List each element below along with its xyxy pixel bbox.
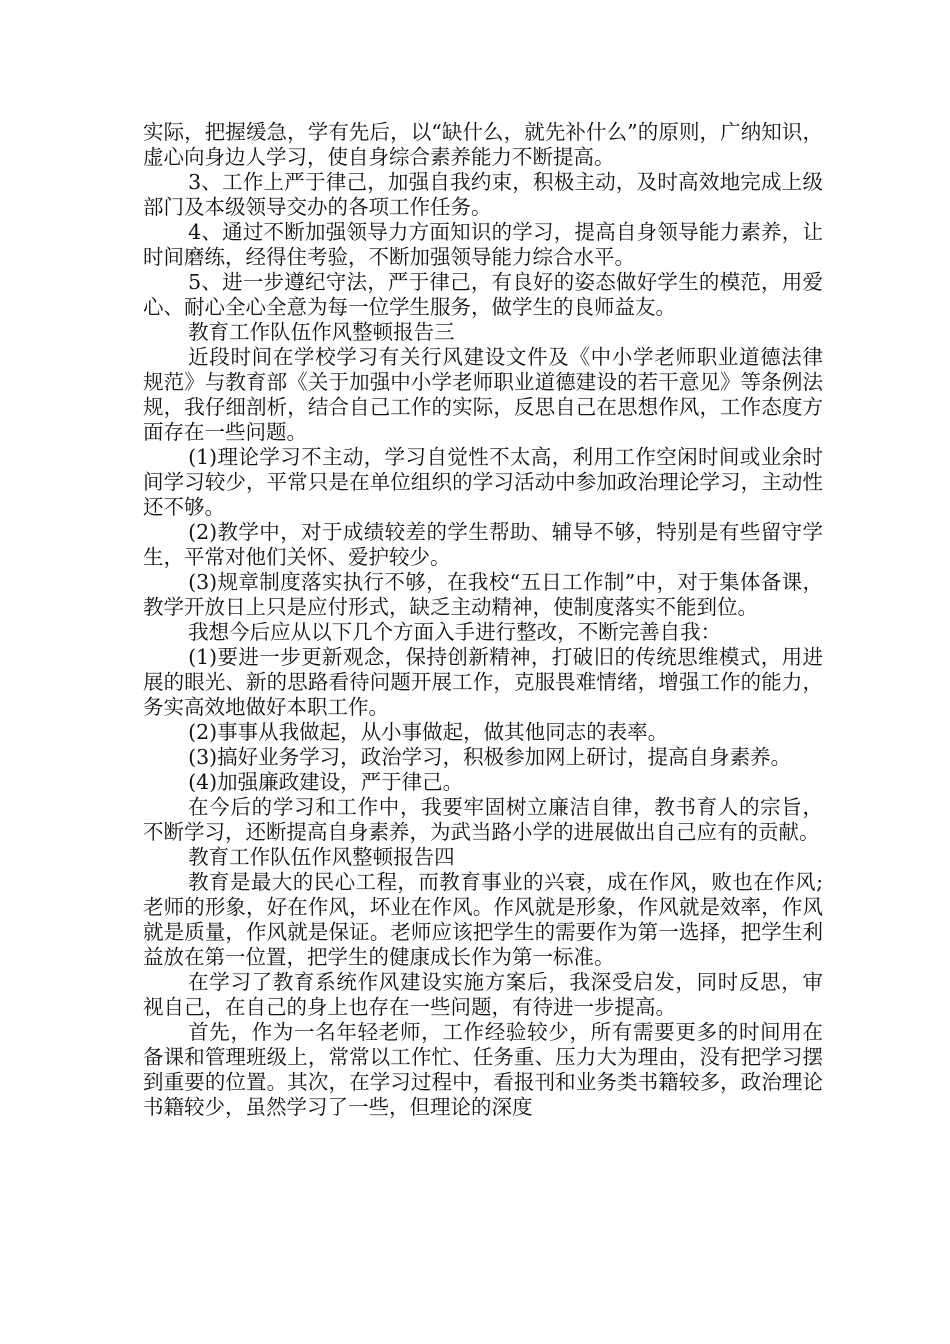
paragraph: 3、工作上严于律己，加强自我约束，积极主动，及时高效地完成上级部门及本级领导交办的各项工作任务。: [143, 170, 823, 219]
paragraph: (4)加强廉政建设，严于律己。: [188, 770, 464, 794]
paragraph: (3)规章制度落实执行不够，在我校“五日工作制”中，对于集体备课，教学开放日上只是应付形式，缺乏主动精神，使制度落实不能到位。: [143, 570, 823, 619]
paragraph: 在今后的学习和工作中，我要牢固树立廉洁自律，教书育人的宗旨，不断学习，还断提高自身素养，为武当路小学的进展做出自己应有的贡献。: [143, 795, 823, 844]
paragraph: 实际，把握缓急，学有先后，以“缺什么，就先补什么”的原则，广纳知识，虚心向身边人学习，使自身综合素养能力不断提高。: [143, 120, 823, 169]
paragraph: 4、通过不断加强领导力方面知识的学习，提高自身领导能力素养，让时间磨练，经得住考验，不断加强领导能力综合水平。: [143, 220, 823, 269]
paragraph: 教育是最大的民心工程，而教育事业的兴衰，成在作风，败也在作风;老师的形象，好在作风，坏业在作风。作风就是形象，作风就是效率，作风就是质量，作风就是保证。老师应该把学生的需要作为第一选择，把学生利益放在第一位置，把学生的健康成长作为第一标准。: [143, 870, 823, 969]
paragraph: 首先，作为一名年轻老师，工作经验较少，所有需要更多的时间用在备课和管理班级上，常常以工作忙、任务重、压力大为理由，没有把学习摆到重要的位置。其次，在学习过程中，看报刊和业务类书籍较多，政治理论书籍较少，虽然学习了一些，但理论的深度: [143, 1020, 823, 1119]
paragraph: 在学习了教育系统作风建设实施方案后，我深受启发，同时反思，审视自己，在自己的身上也存在一些问题，有待进一步提高。: [143, 970, 823, 1019]
paragraph: (2)教学中，对于成绩较差的学生帮助、辅导不够，特别是有些留守学生，平常对他们关怀、爱护较少。: [143, 520, 823, 569]
paragraph: (2)事事从我做起，从小事做起，做其他同志的表率。: [188, 720, 669, 744]
section-heading: 教育工作队伍作风整顿报告三: [188, 320, 455, 344]
paragraph: (3)搞好业务学习，政治学习，积极参加网上研讨，提高自身素养。: [188, 745, 792, 769]
document-body: [143, 120, 823, 1120]
paragraph: 我想今后应从以下几个方面入手进行整改，不断完善自我：: [188, 620, 722, 644]
paragraph: (1)理论学习不主动，学习自觉性不太高，利用工作空闲时间或业余时间学习较少，平常只是在单位组织的学习活动中参加政治理论学习，主动性还不够。: [143, 445, 823, 519]
paragraph: (1)要进一步更新观念，保持创新精神，打破旧的传统思维模式，用进展的眼光、新的思路看待问题开展工作，克服畏难情绪，增强工作的能力，务实高效地做好本职工作。: [143, 645, 823, 719]
section-heading: 教育工作队伍作风整顿报告四: [188, 845, 455, 869]
paragraph: 5、进一步遵纪守法，严于律己，有良好的姿态做好学生的模范，用爱心、耐心全心全意为每一位学生服务，做学生的良师益友。: [143, 270, 823, 319]
paragraph: 近段时间在学校学习有关行风建设文件及《中小学老师职业道德法律规范》与教育部《关于加强中小学老师职业道德建设的若干意见》等条例法规，我仔细剖析，结合自己工作的实际，反思自己在思想作风，工作态度方面存在一些问题。: [143, 345, 823, 444]
